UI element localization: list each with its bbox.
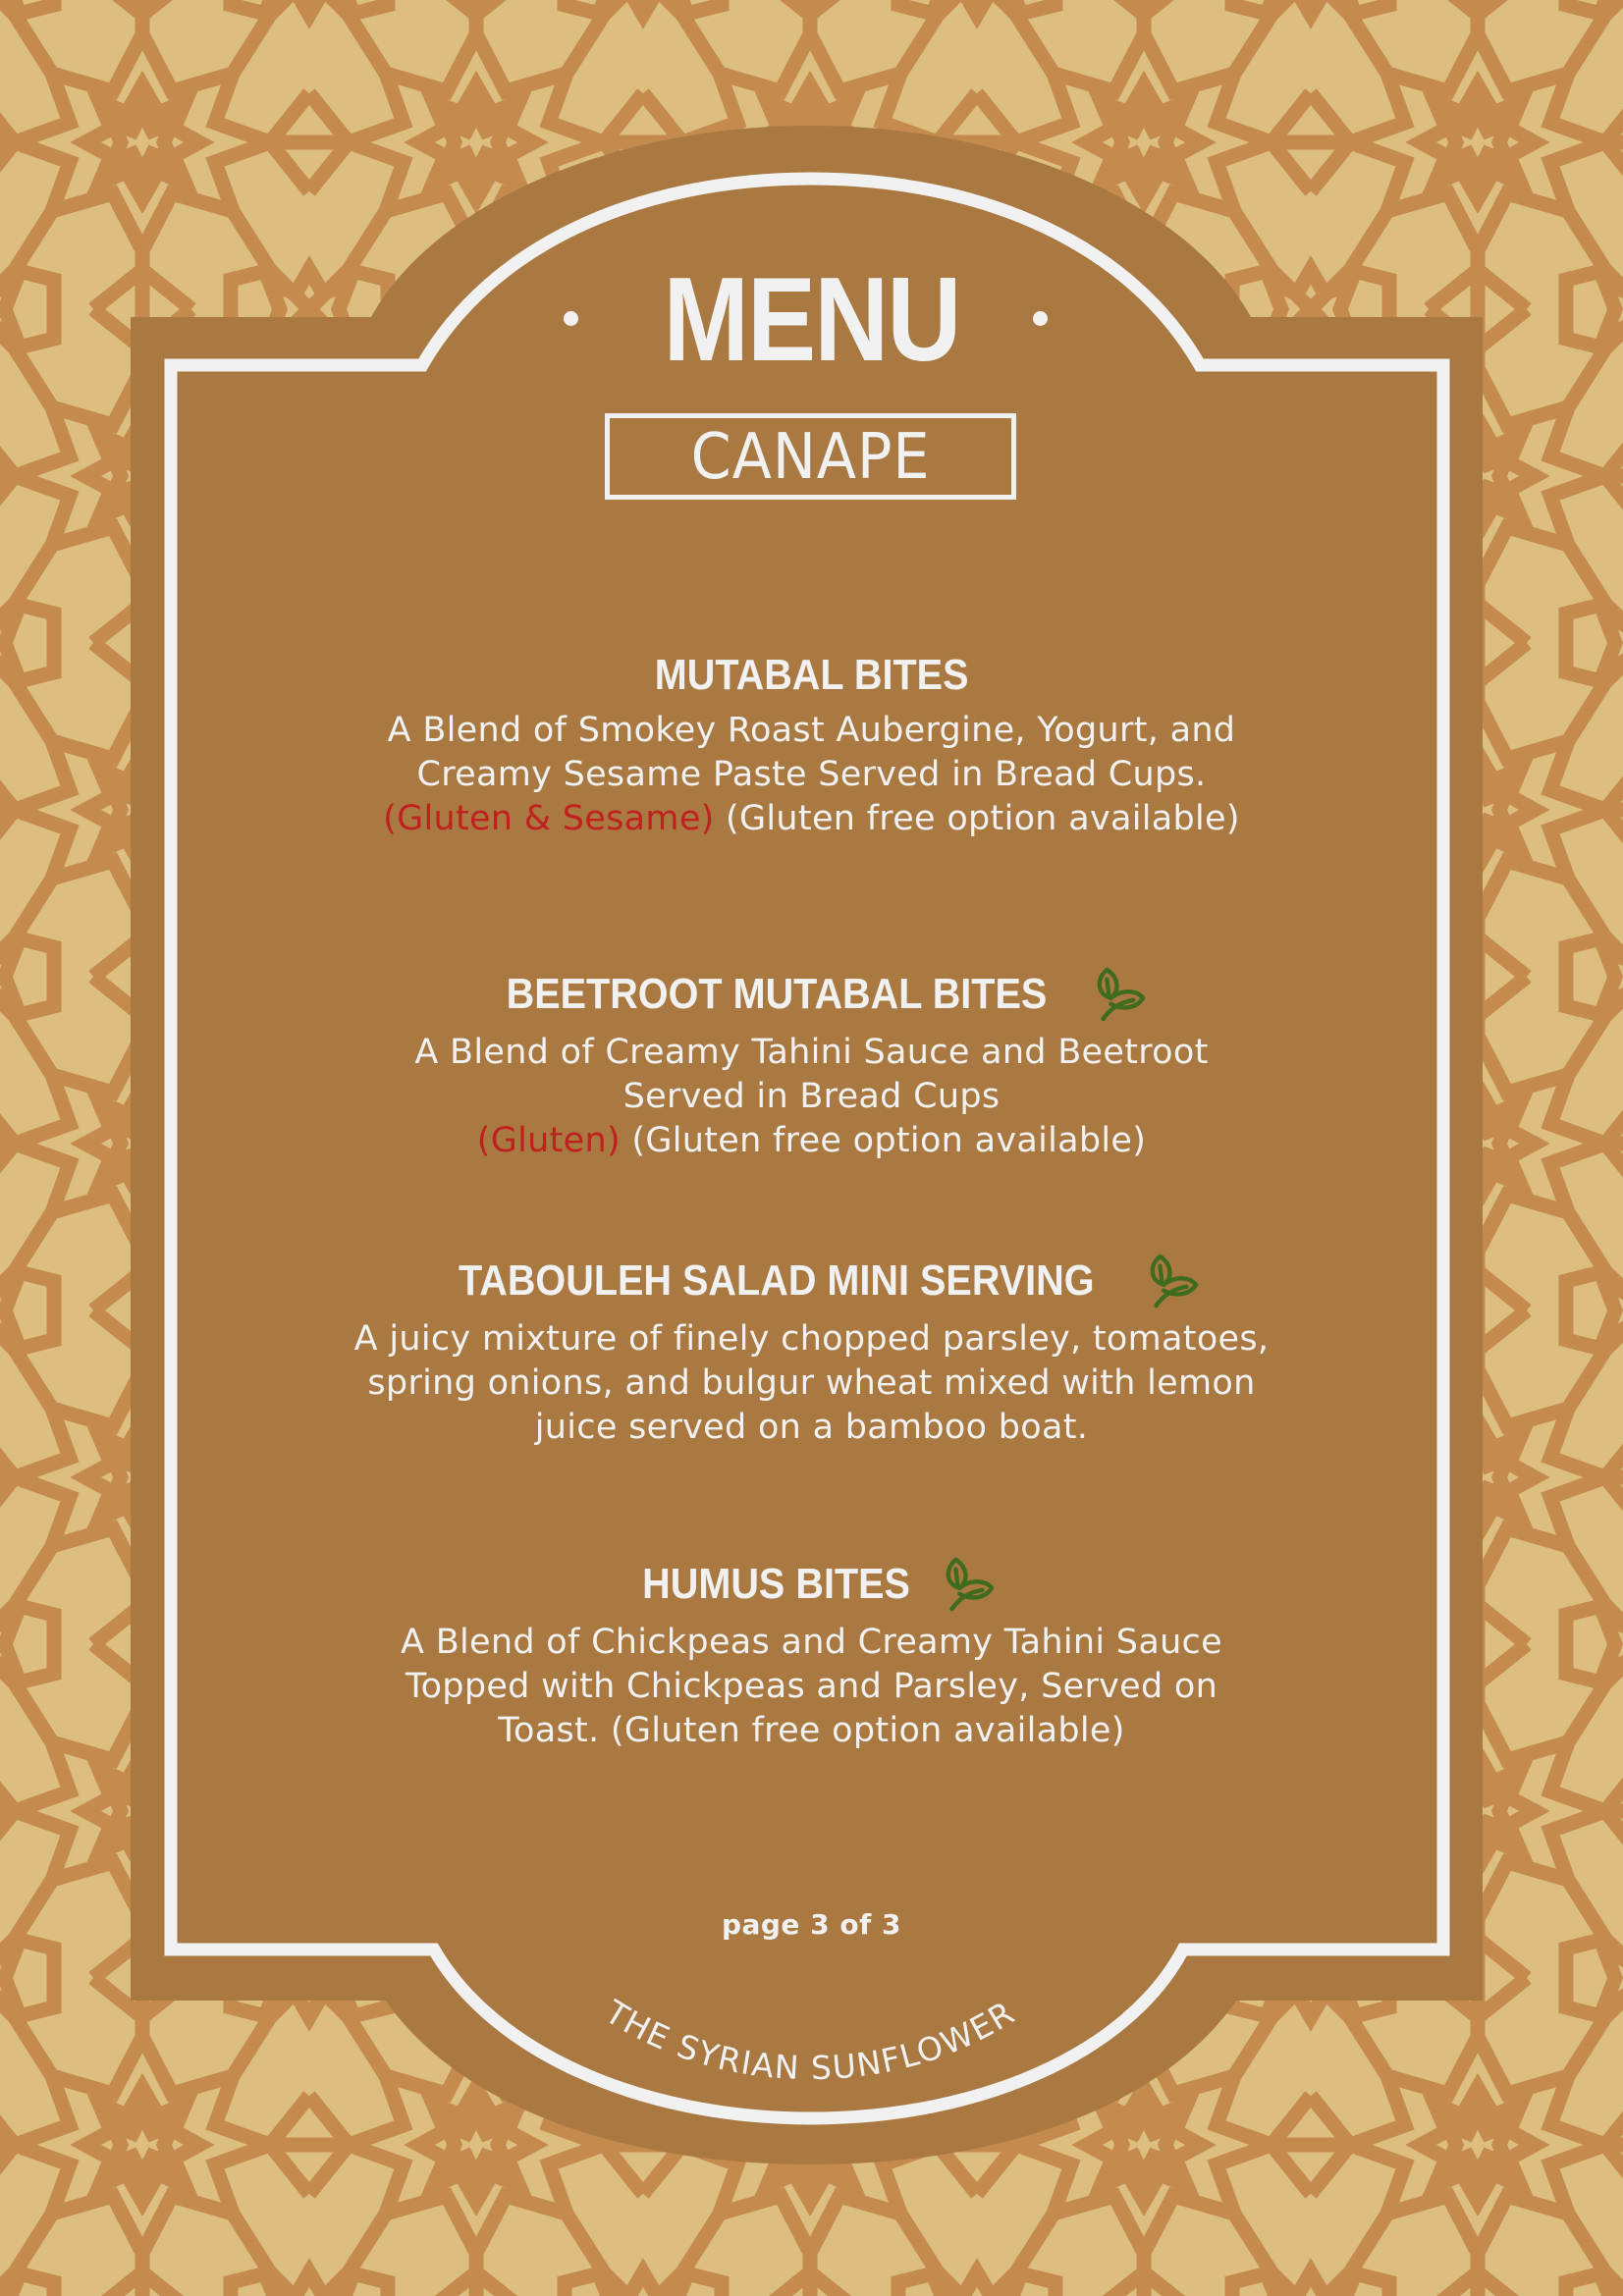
- section-title: CANAPE: [690, 421, 931, 494]
- description-line: A Blend of Chickpeas and Creamy Tahini Sauce: [401, 1623, 1222, 1662]
- description-line: Topped with Chickpeas and Parsley, Served on: [405, 1667, 1218, 1706]
- description-line: Creamy Sesame Paste Served in Bread Cups.: [416, 755, 1207, 794]
- description-line: spring onions, and bulgur wheat mixed with lemon: [367, 1363, 1256, 1403]
- gluten-free-note: (Gluten free option available): [620, 1121, 1147, 1160]
- gluten-free-note: (Gluten free option available): [714, 799, 1240, 838]
- description-line: juice served on a bamboo boat.: [534, 1408, 1089, 1447]
- description-line: Served in Bread Cups: [622, 1077, 1001, 1116]
- description-line: A Blend of Smokey Roast Aubergine, Yogurt, and: [387, 711, 1236, 750]
- allergen-note: (Gluten): [476, 1121, 621, 1160]
- brand-name: THE SYRIAN SUNFLOWER: [598, 1992, 1022, 2088]
- description-line: A juicy mixture of finely chopped parsley, tomatoes,: [353, 1319, 1270, 1359]
- item-name: TABOULEH SALAD MINI SERVING: [458, 1256, 1095, 1305]
- description-line: Toast. (Gluten free option available): [498, 1711, 1125, 1750]
- item-name: HUMUS BITES: [642, 1560, 910, 1608]
- page-indicator: page 3 of 3: [721, 1908, 902, 1941]
- menu-title: MENU: [663, 252, 960, 386]
- item-name: BEETROOT MUTABAL BITES: [506, 970, 1047, 1018]
- svg-text:THE SYRIAN SUNFLOWER: [598, 1992, 1022, 2087]
- item-name: MUTABAL BITES: [654, 651, 969, 699]
- description-line: A Blend of Creamy Tahini Sauce and Beetroot: [414, 1033, 1209, 1072]
- allergen-note: (Gluten & Sesame): [383, 799, 715, 838]
